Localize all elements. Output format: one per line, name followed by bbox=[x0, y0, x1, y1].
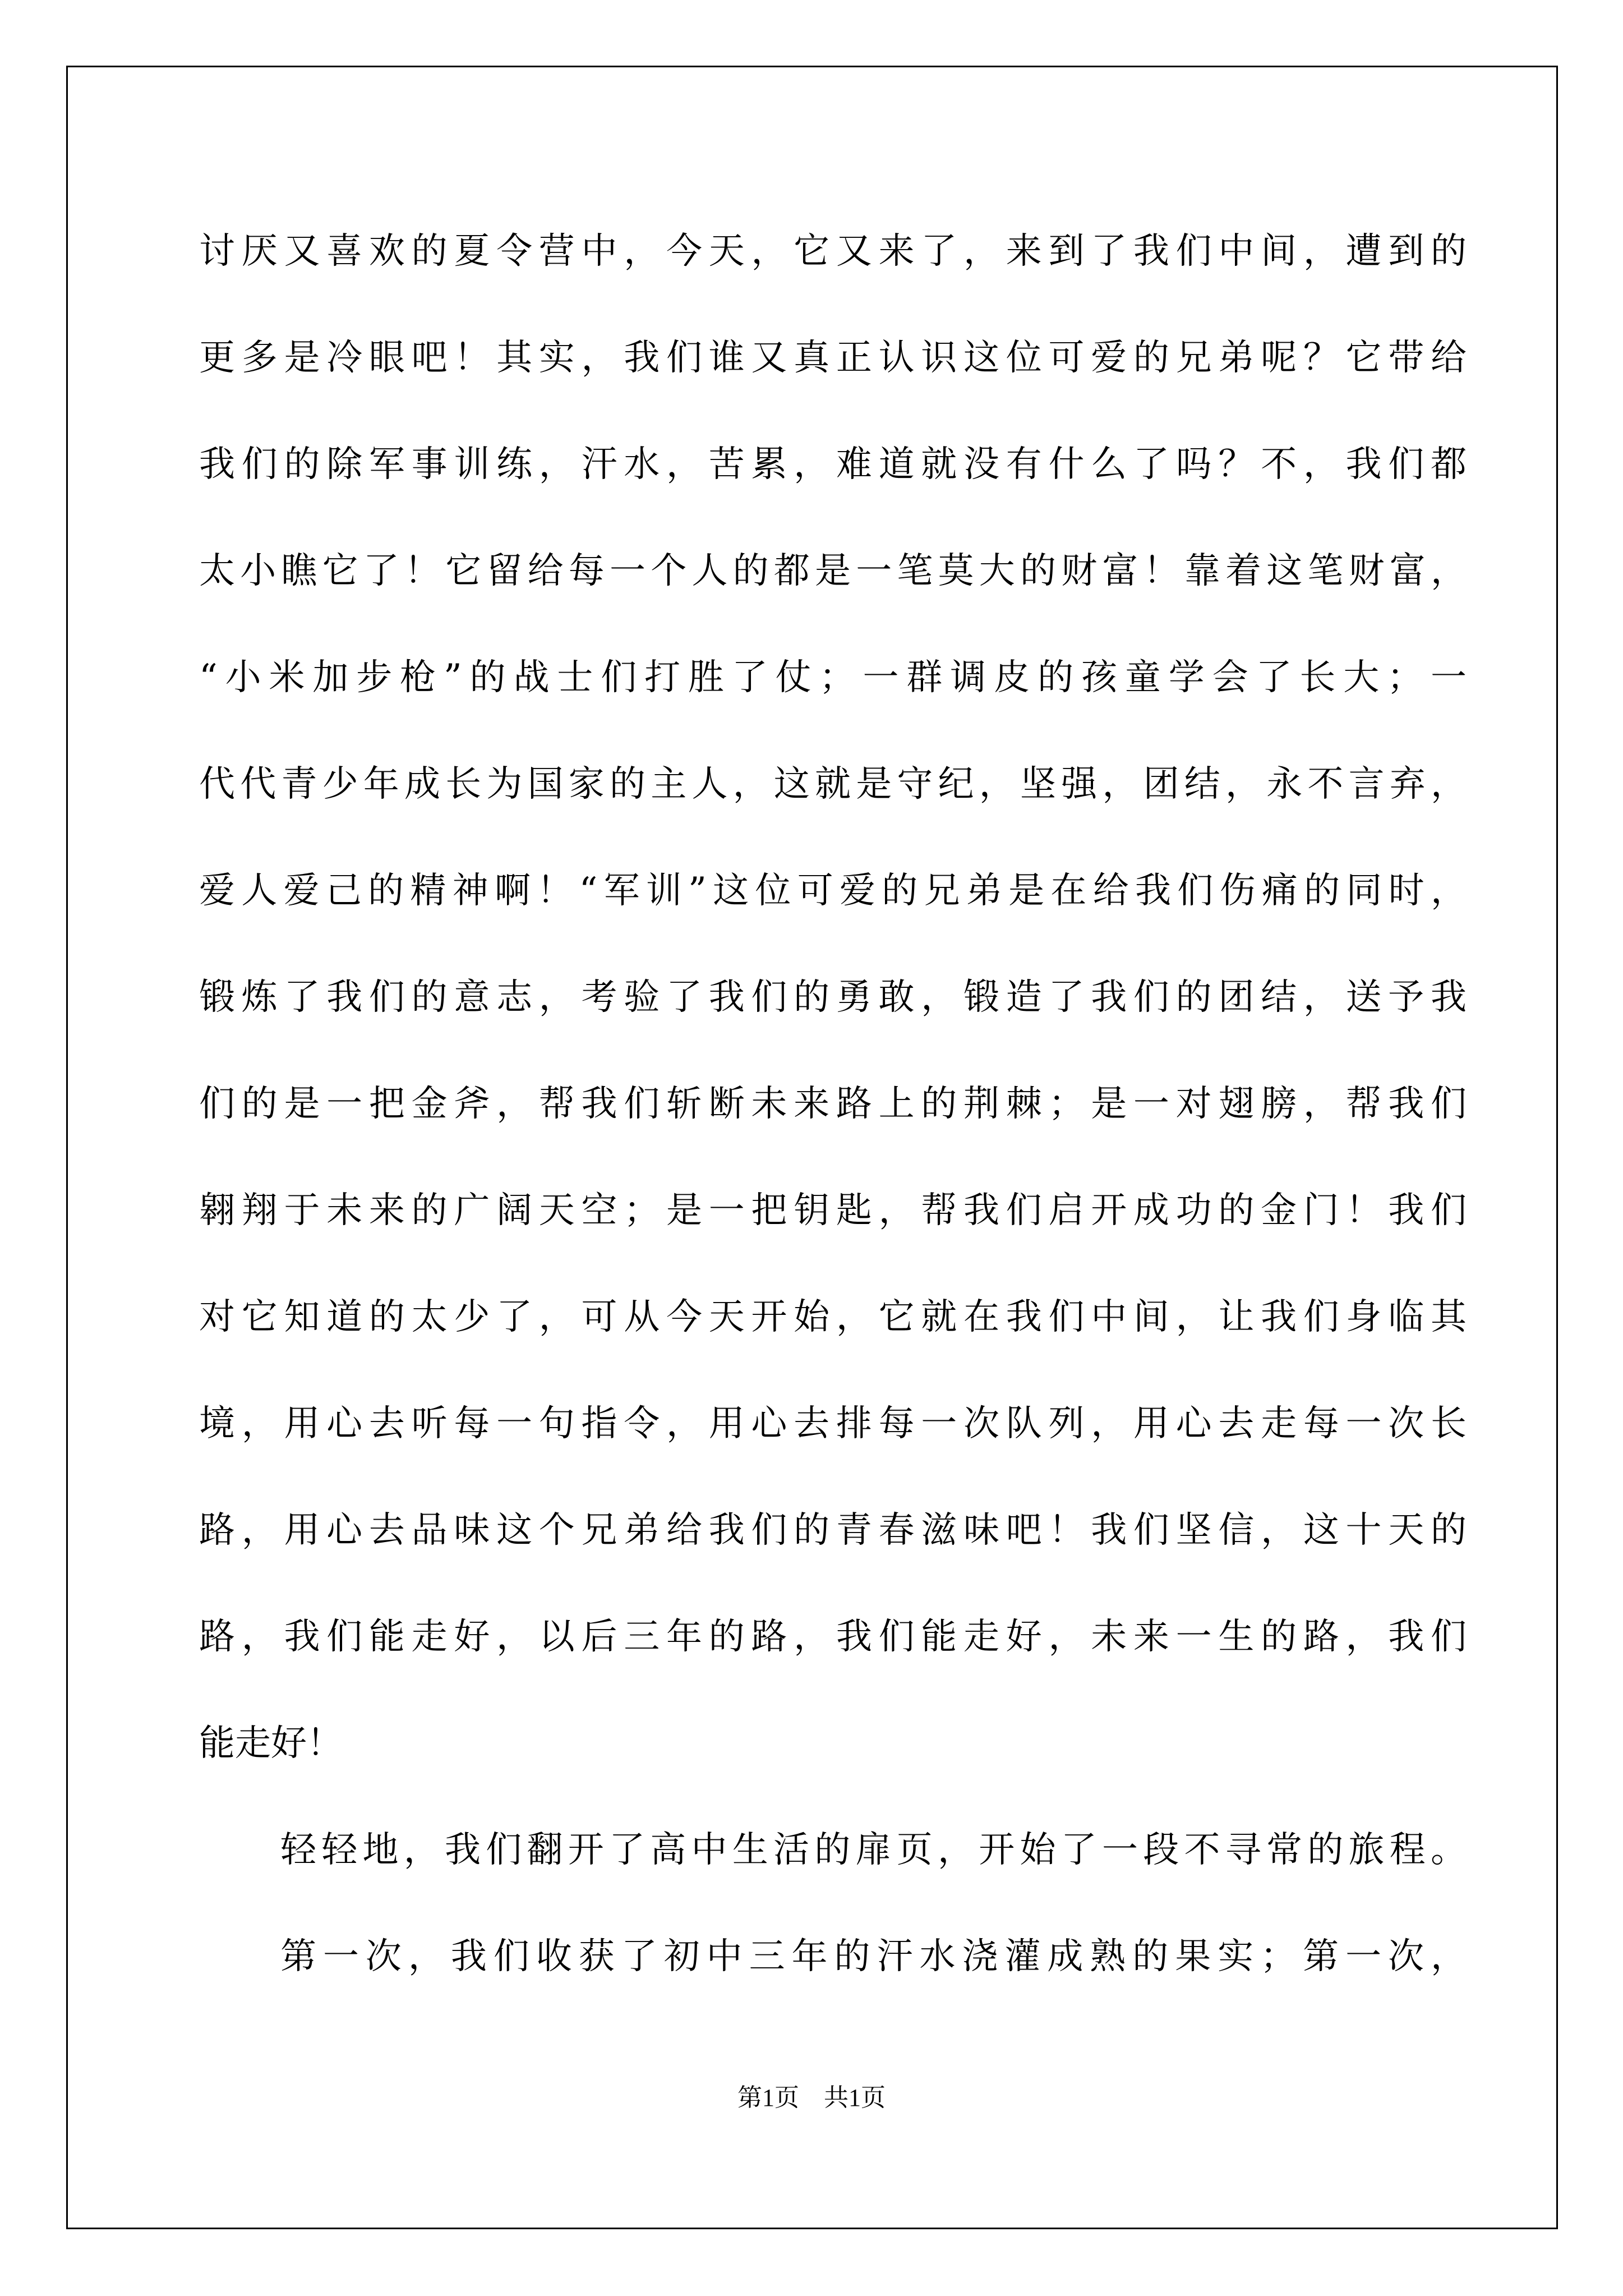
page-border bbox=[66, 66, 1558, 2229]
text-line: “小米加步枪”的战士们打胜了仗；一群调皮的孩童学会了长大；一 bbox=[199, 657, 1467, 698]
paragraph-line: 第一次，我们收获了初中三年的汗水浇灌成熟的果实；第一次， bbox=[280, 1936, 1467, 1977]
text-line: 对它知道的太少了，可从今天开始，它就在我们中间，让我们身临其 bbox=[199, 1296, 1467, 1338]
text-line: 境，用心去听每一句指令，用心去排每一次队列，用心去走每一次长 bbox=[199, 1403, 1467, 1444]
text-line: 讨厌又喜欢的夏令营中，今天，它又来了，来到了我们中间，遭到的 bbox=[199, 231, 1467, 272]
text-line: 更多是冷眼吧！其实，我们谁又真正认识这位可爱的兄弟呢？它带给 bbox=[199, 337, 1467, 379]
text-line: 路，我们能走好，以后三年的路，我们能走好，未来一生的路，我们 bbox=[199, 1616, 1467, 1658]
text-line: 们的是一把金斧，帮我们斩断未来路上的荆棘；是一对翅膀，帮我们 bbox=[199, 1083, 1467, 1125]
text-line: 我们的除军事训练，汗水，苦累，难道就没有什么了吗？不，我们都 bbox=[199, 444, 1467, 485]
text-line: 路，用心去品味这个兄弟给我们的青春滋味吧！我们坚信，这十天的 bbox=[199, 1510, 1467, 1551]
text-line: 爱人爱己的精神啊！“军训”这位可爱的兄弟是在给我们伤痛的同时， bbox=[199, 870, 1467, 912]
paragraph-line: 轻轻地，我们翻开了高中生活的扉页，开始了一段不寻常的旅程。 bbox=[280, 1829, 1467, 1871]
text-line: 能走好！ bbox=[199, 1723, 343, 1764]
text-line: 太小瞧它了！它留给每一个人的都是一笔莫大的财富！靠着这笔财富， bbox=[199, 550, 1467, 592]
text-line: 锻炼了我们的意志，考验了我们的勇敢，锻造了我们的团结，送予我 bbox=[199, 977, 1467, 1018]
text-line: 翱翔于未来的广阔天空；是一把钥匙，帮我们启开成功的金门！我们 bbox=[199, 1190, 1467, 1231]
text-line: 代代青少年成长为国家的主人，这就是守纪，坚强，团结，永不言弃， bbox=[199, 763, 1467, 805]
page-footer: 第1页 共1页 bbox=[737, 2084, 886, 2111]
